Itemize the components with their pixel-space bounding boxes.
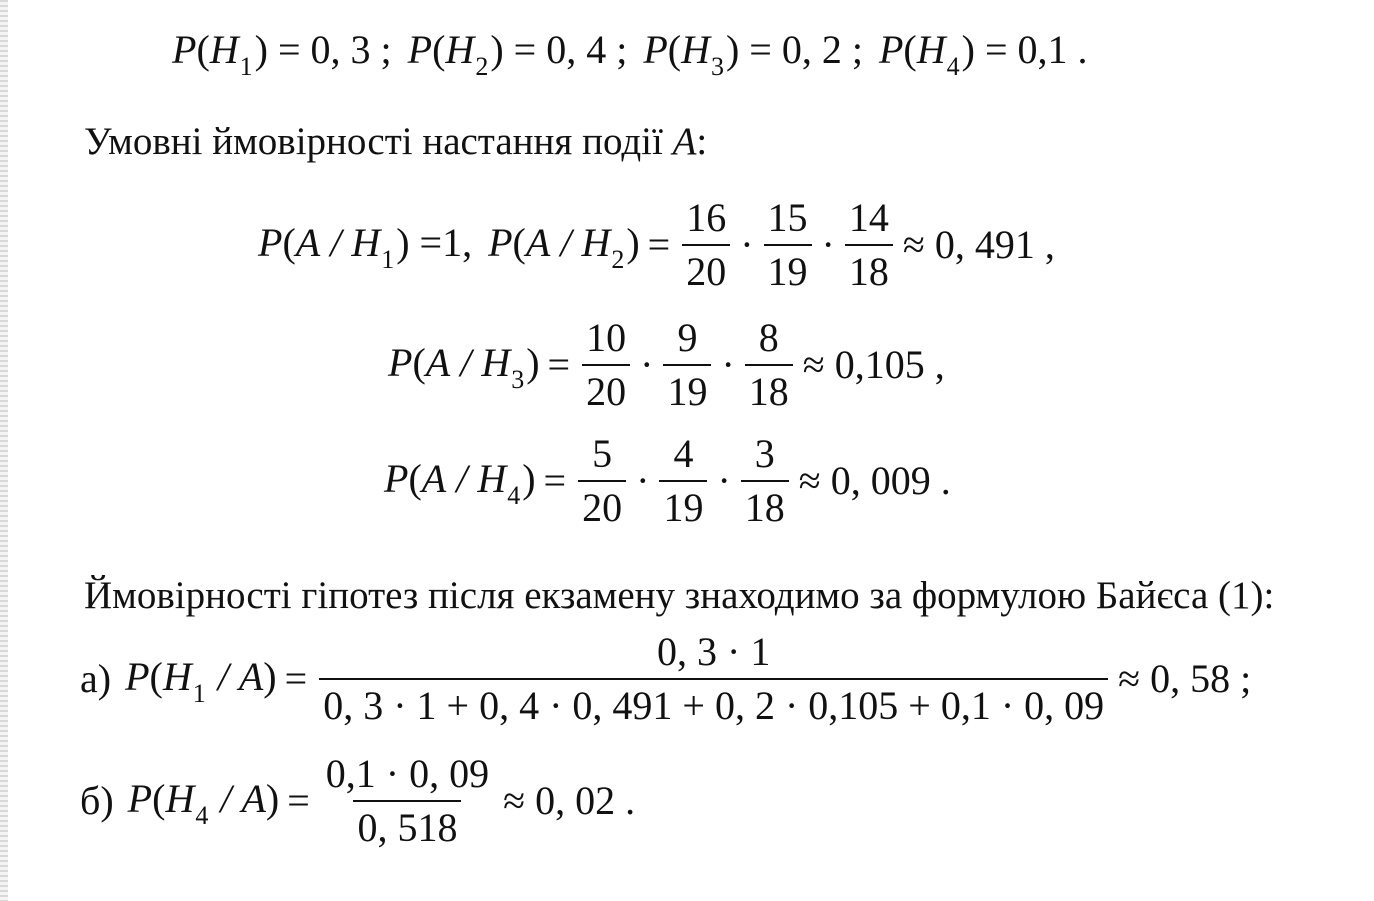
cond-h2-frac-1: $\frac{16}{20}$ (682, 196, 730, 294)
cond-h1: $P(A / H_1) =1$, (258, 219, 473, 274)
bayes-b-denominator: 0, 518 (353, 800, 461, 850)
cond-h2-frac-2: $\frac{15}{19}$ (764, 196, 812, 294)
priors-line (172, 26, 1088, 79)
cond-h3-frac-3: $\frac{8}{18}$ (745, 316, 793, 414)
cond-h4-lhs: $P(A / H_4)$ (384, 455, 536, 510)
bayes-a-label: а) (80, 656, 112, 701)
prior-h2: $P(H_2) = 0$, 4 ; (407, 27, 628, 81)
conditional-heading: Умовні ймовірності настання події A : (84, 120, 708, 163)
bayes-a-denominator: 0, 3 · 1 + 0, 4 · 0, 491 + 0, 2 · 0,105 + 0,1 · 0, 09 (319, 678, 1108, 728)
bayes-a-fraction (319, 630, 1108, 728)
bayes-b-label: б) (80, 778, 114, 823)
cond-h3-result: ≈ 0,105 , (802, 342, 945, 387)
prior-h3: $P(H_3) = 0$, 2 ; (643, 27, 863, 81)
cond-h2-result: ≈ 0, 491 , (902, 222, 1055, 267)
cond-h4-line: $P(A / H_4)$ = $\frac{5}{20}$ · $\frac{4}{19}$ · $\frac{3}{18}$ ≈ 0, 009 . (384, 431, 951, 530)
bayes-b-numerator: 0,1 · 0, 09 (325, 751, 490, 796)
cond-h4-frac-3: $\frac{3}{18}$ (741, 432, 789, 530)
bayes-a-result: ≈ 0, 58 ; (1118, 656, 1252, 701)
bayes-a-line: а) $P(H_1 / A)$ = $\frac{0, 3 \cdot 1}{0, 3 \cdot 1 + 0, 4 \cdot 0, 491 + 0, 2 \cdot 0,105 + 0,1 \cdot 0, 09}$ ≈ 0, 58 ; (80, 629, 1252, 728)
bayes-b-fraction (322, 752, 493, 850)
bayes-a-numerator: 0, 3 · 1 (657, 629, 771, 674)
bayes-b-line: б) $P(H_4 / A)$ = $\frac{0,1 \cdot 0, 09}{0, 518}$ ≈ 0, 02 . (80, 751, 636, 850)
cond-h4-result: ≈ 0, 009 . (798, 458, 951, 503)
bayes-a-lhs: $P(H_1 / A)$ (125, 653, 277, 708)
cond-h3-frac-1: $\frac{10}{20}$ (582, 316, 630, 414)
cond-h3-frac-2: $\frac{9}{19}$ (663, 316, 711, 414)
scan-edge (0, 0, 8, 901)
bayes-heading: Ймовірності гіпотез після екзамену знаходимо за формулою Байєса (1): (84, 574, 1275, 617)
cond-h4-frac-2: $\frac{4}{19}$ (659, 432, 707, 530)
cond-h4-frac-1: $\frac{5}{20}$ (578, 432, 626, 530)
bayes-b-lhs: $P(H_4 / A)$ (127, 775, 280, 830)
cond-h2-frac-3: $\frac{14}{18}$ (845, 196, 893, 294)
cond-h3-lhs: $P(A / H_3)$ (388, 339, 540, 394)
cond-h3-line: $P(A / H_3)$ = $\frac{10}{20}$ · $\frac{9}{19}$ · $\frac{8}{18}$ ≈ 0,105 , (388, 315, 945, 414)
cond-h1-h2-line: $P(A / H_1) =1$, $P(A / H_2)$ = $\frac{16}{20}$ · $\frac{15}{19}$ · $\frac{14}{18}$ ≈ 0, 491 , (258, 195, 1055, 294)
prior-h4: $P(H_4) = 0,1$ . (878, 27, 1088, 81)
cond-h2-lhs: $P(A / H_2)$ (488, 219, 640, 274)
bayes-b-result: ≈ 0, 02 . (503, 778, 636, 823)
prior-h1: $P(H_1) = 0$, 3 ; (172, 27, 392, 81)
